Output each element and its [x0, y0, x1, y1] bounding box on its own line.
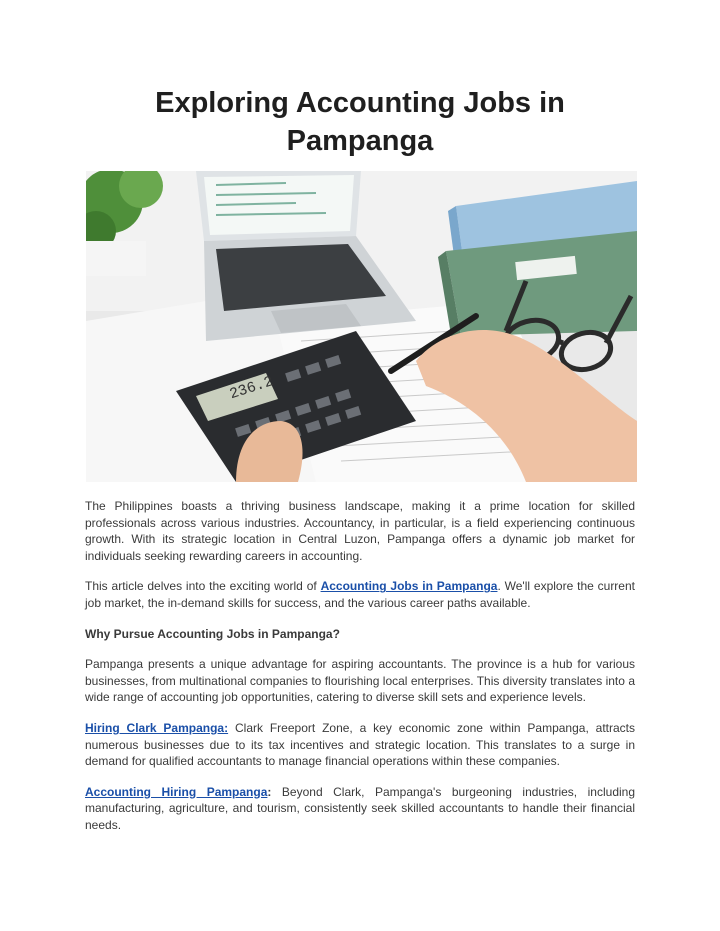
- calculator-display: 236.2: [227, 373, 276, 404]
- section-heading: Why Pursue Accounting Jobs in Pampanga?: [85, 626, 340, 641]
- paragraph-intro: The Philippines boasts a thriving business landscape, making it a prime location for skilled professionals across various industries. Accountancy, in particular, is a field experiencing continuous growth. With its strategic location in Central Luzon, Pampanga offers a dynamic job market for individuals seeking rewarding careers in accounting.: [85, 499, 635, 563]
- paragraph-overview: [85, 578, 635, 611]
- paragraph-advantage: Pampanga presents a unique advantage for aspiring accountants. The province is a hub for various businesses, from multinational companies to flourishing local enterprises. This diversity translates into a wide range of accounting job opportunities, catering to diverse skill sets and experience levels.: [85, 657, 635, 705]
- binders-icon: [438, 181, 637, 341]
- paragraph-text: . We'll explore the current job market, the in-demand skills for success, and the various career paths available.: [85, 579, 635, 610]
- paragraph-text: Clark Freeport Zone, a key economic zone within Pampanga, attracts numerous businesses due to its tax incentives and strategic location. This translates to a surge in demand for qualified accountants to manage financial operations within these companies.: [85, 720, 635, 769]
- link-hiring-clark-pampanga[interactable]: Hiring Clark Pampanga:: [85, 720, 229, 735]
- paragraph-text: Beyond Clark, Pampanga's burgeoning industries, including manufacturing, agriculture, and tourism, consistently seek skilled accountants to handle their financial needs.: [85, 784, 635, 832]
- link-accounting-jobs-pampanga[interactable]: Accounting Jobs in Pampanga: [320, 579, 498, 594]
- accounting-desk-illustration: [86, 171, 637, 482]
- link-colon: :: [267, 784, 272, 799]
- paragraph-industries: [85, 784, 635, 834]
- page-title: Exploring Accounting Jobs in Pampanga: [155, 87, 565, 157]
- link-accounting-hiring-pampanga[interactable]: Accounting Hiring Pampanga: [85, 784, 268, 799]
- paragraph-text: This article delves into the exciting world of: [85, 579, 321, 594]
- article-body: [85, 498, 635, 848]
- hero-image: [86, 171, 637, 482]
- paragraph-clark: [85, 720, 635, 770]
